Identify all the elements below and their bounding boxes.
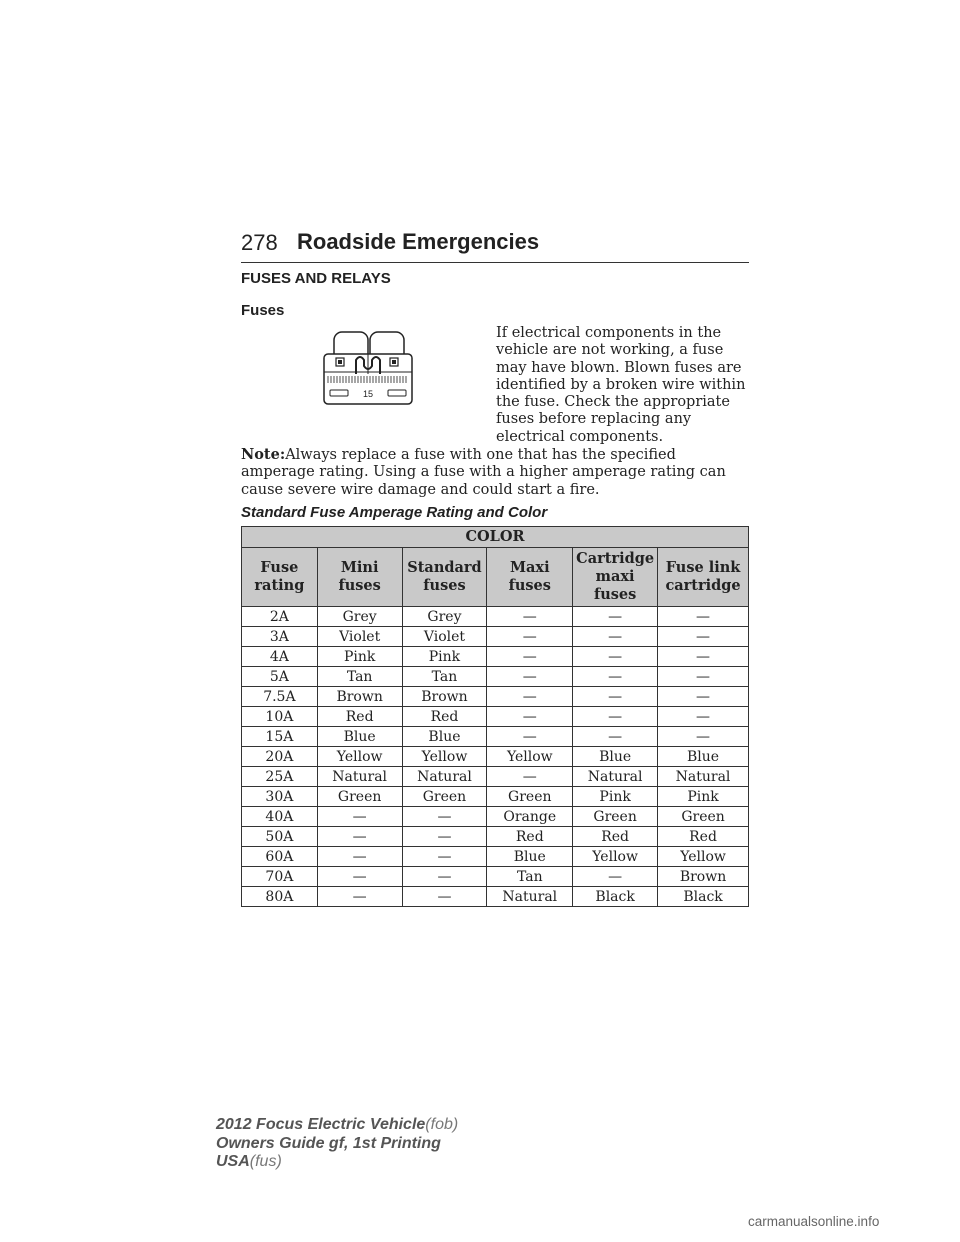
table-cell: Pink bbox=[658, 787, 749, 807]
table-cell: Yellow bbox=[573, 847, 658, 867]
table-cell: Blue bbox=[487, 847, 573, 867]
fuse-rating-table bbox=[241, 526, 749, 907]
table-cell: — bbox=[317, 827, 402, 847]
table-cell: Black bbox=[658, 887, 749, 907]
table-cell: Red bbox=[402, 707, 487, 727]
table-cell: — bbox=[402, 847, 487, 867]
table-cell: — bbox=[573, 667, 658, 687]
table-cell: — bbox=[402, 807, 487, 827]
table-cell: — bbox=[487, 707, 573, 727]
table-cell: Tan bbox=[402, 667, 487, 687]
table-cell: — bbox=[317, 847, 402, 867]
table-cell: 4A bbox=[242, 647, 318, 667]
table-row bbox=[242, 707, 749, 727]
table-cell: — bbox=[317, 807, 402, 827]
table-cell: 10A bbox=[242, 707, 318, 727]
table-cell: 50A bbox=[242, 827, 318, 847]
table-cell: Red bbox=[487, 827, 573, 847]
table-cell: Red bbox=[317, 707, 402, 727]
column-header: Fuse link cartridge bbox=[658, 548, 749, 607]
column-header: Cartridge maxi fuses bbox=[573, 548, 658, 607]
table-cell: Green bbox=[487, 787, 573, 807]
table-row bbox=[242, 767, 749, 787]
table-cell: Red bbox=[658, 827, 749, 847]
table-cell: Tan bbox=[487, 867, 573, 887]
table-group-header-row bbox=[242, 527, 749, 548]
table-body bbox=[242, 607, 749, 907]
column-header: Maxi fuses bbox=[487, 548, 573, 607]
table-cell: — bbox=[658, 667, 749, 687]
table-cell: Blue bbox=[402, 727, 487, 747]
table-cell: Tan bbox=[317, 667, 402, 687]
table-cell: — bbox=[402, 867, 487, 887]
table-cell: Brown bbox=[317, 687, 402, 707]
table-cell: — bbox=[658, 627, 749, 647]
table-cell: — bbox=[573, 867, 658, 887]
table-cell: — bbox=[573, 647, 658, 667]
intro-paragraph: If electrical components in the vehicle are not working, a fuse may have blown. Blown fuses are identified by a broken wire within the fuse. Check the appropriate fuses before replacing any electrical components. bbox=[496, 325, 746, 445]
table-cell: Brown bbox=[658, 867, 749, 887]
table-cell: Pink bbox=[317, 647, 402, 667]
table-cell: Natural bbox=[487, 887, 573, 907]
note-text: Always replace a fuse with one that has the specified amperage rating. Using a fuse with a higher amperage rating can cause severe wire damage and could start a fire. bbox=[241, 447, 726, 498]
table-cell: — bbox=[573, 627, 658, 647]
table-cell: Green bbox=[317, 787, 402, 807]
table-cell: 40A bbox=[242, 807, 318, 827]
table-cell: — bbox=[573, 687, 658, 707]
table-cell: Pink bbox=[573, 787, 658, 807]
table-row bbox=[242, 607, 749, 627]
chapter-title: Roadside Emergencies bbox=[297, 229, 540, 254]
table-row bbox=[242, 787, 749, 807]
table-cell: 60A bbox=[242, 847, 318, 867]
table-row bbox=[242, 687, 749, 707]
table-cell: 2A bbox=[242, 607, 318, 627]
column-header: Fuse rating bbox=[242, 548, 318, 607]
table-cell: 20A bbox=[242, 747, 318, 767]
table-cell: Pink bbox=[402, 647, 487, 667]
table-cell: — bbox=[658, 687, 749, 707]
note-label: Note: bbox=[241, 446, 286, 463]
color-group-header: COLOR bbox=[242, 527, 749, 548]
table-row bbox=[242, 667, 749, 687]
table-cell: Violet bbox=[317, 627, 402, 647]
table-cell: Yellow bbox=[317, 747, 402, 767]
table-cell: Yellow bbox=[487, 747, 573, 767]
table-row bbox=[242, 727, 749, 747]
table-cell: Natural bbox=[317, 767, 402, 787]
table-cell: — bbox=[487, 647, 573, 667]
table-cell: Green bbox=[658, 807, 749, 827]
column-header: Standard fuses bbox=[402, 548, 487, 607]
table-row bbox=[242, 827, 749, 847]
table-cell: 70A bbox=[242, 867, 318, 887]
table-cell: Orange bbox=[487, 807, 573, 827]
table-column-header-row bbox=[242, 548, 749, 607]
table-cell: Natural bbox=[402, 767, 487, 787]
table-cell: Blue bbox=[658, 747, 749, 767]
table-cell: Blue bbox=[317, 727, 402, 747]
table-cell: — bbox=[573, 707, 658, 727]
table-cell: Yellow bbox=[658, 847, 749, 867]
table-cell: 25A bbox=[242, 767, 318, 787]
table-cell: — bbox=[487, 727, 573, 747]
table-cell: — bbox=[487, 687, 573, 707]
page-footer bbox=[216, 1116, 458, 1172]
table-cell: — bbox=[402, 887, 487, 907]
section-heading: FUSES AND RELAYS bbox=[241, 270, 391, 287]
fuses-subheading: Fuses bbox=[241, 302, 285, 319]
table-cell: Natural bbox=[658, 767, 749, 787]
table-cell: Red bbox=[573, 827, 658, 847]
table-cell: Yellow bbox=[402, 747, 487, 767]
table-cell: Brown bbox=[402, 687, 487, 707]
page-header bbox=[241, 228, 749, 263]
table-cell: — bbox=[487, 667, 573, 687]
table-cell: — bbox=[487, 627, 573, 647]
table-cell: 5A bbox=[242, 667, 318, 687]
table-row bbox=[242, 807, 749, 827]
table-cell: Green bbox=[402, 787, 487, 807]
table-row bbox=[242, 847, 749, 867]
table-cell: Violet bbox=[402, 627, 487, 647]
table-cell: — bbox=[317, 867, 402, 887]
footer-line-2: Owners Guide gf, 1st Printing bbox=[216, 1134, 441, 1152]
fuse-rating-label: 15 bbox=[362, 389, 374, 399]
table-cell: 15A bbox=[242, 727, 318, 747]
table-cell: — bbox=[402, 827, 487, 847]
table-cell: Green bbox=[573, 807, 658, 827]
table-title: Standard Fuse Amperage Rating and Color bbox=[241, 504, 548, 521]
table-cell: Grey bbox=[317, 607, 402, 627]
table-cell: — bbox=[658, 647, 749, 667]
column-header: Mini fuses bbox=[317, 548, 402, 607]
table-cell: 80A bbox=[242, 887, 318, 907]
table-row bbox=[242, 887, 749, 907]
watermark: carmanualsonline.info bbox=[748, 1214, 880, 1229]
table-cell: — bbox=[573, 607, 658, 627]
table-cell: — bbox=[658, 707, 749, 727]
table-cell: 30A bbox=[242, 787, 318, 807]
table-cell: — bbox=[573, 727, 658, 747]
table-row bbox=[242, 747, 749, 767]
table-cell: Black bbox=[573, 887, 658, 907]
page-number: 278 bbox=[241, 230, 278, 255]
table-cell: — bbox=[487, 607, 573, 627]
table-cell: — bbox=[487, 767, 573, 787]
table-cell: 7.5A bbox=[242, 687, 318, 707]
table-cell: Natural bbox=[573, 767, 658, 787]
note-paragraph bbox=[241, 446, 753, 499]
table-cell: Grey bbox=[402, 607, 487, 627]
table-row bbox=[242, 627, 749, 647]
table-cell: Blue bbox=[573, 747, 658, 767]
blade-fuse-icon bbox=[320, 326, 416, 408]
table-cell: — bbox=[658, 727, 749, 747]
table-row bbox=[242, 867, 749, 887]
footer-line-3: USA(fus) bbox=[216, 1153, 282, 1170]
table-cell: — bbox=[317, 887, 402, 907]
table-cell: 3A bbox=[242, 627, 318, 647]
footer-line-1: 2012 Focus Electric Vehicle(fob) bbox=[216, 1116, 459, 1133]
table-cell: — bbox=[658, 607, 749, 627]
table-row bbox=[242, 647, 749, 667]
